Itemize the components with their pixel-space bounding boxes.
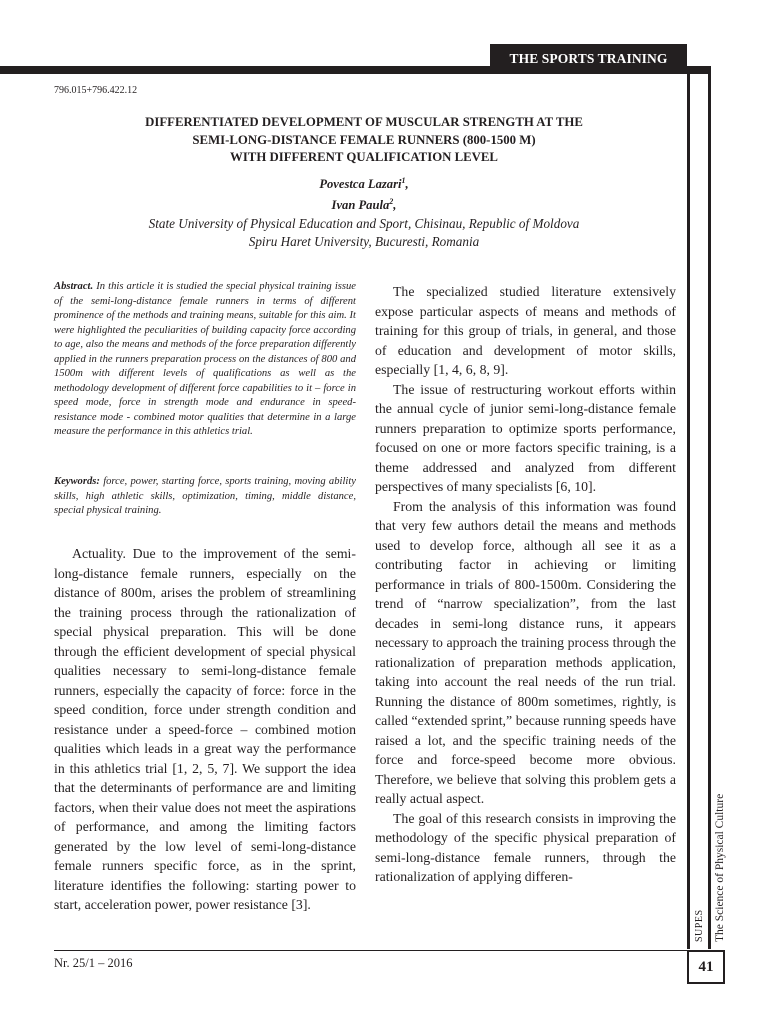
abstract-label: Abstract. <box>54 281 94 292</box>
abstract-text: In this article it is studied the special physical training issue of the semi-long-distance female runners in terms of different prominence of the methods and training means, suitable for this aim. It were highlighted the peculiarities of building capacity force according to age, also the means and methods of the force preparation differently applied in the runners preparation process on the distances of 800 and 1500m with different levels of qualifications as well as the methodology development of different force capabilities to it – force in speed mode, force in strength mode and endurance in speed- resistance mode - combined motor qualities that determine in a large measure the performance in this athletics trial. <box>54 281 357 437</box>
footer-rule <box>54 950 710 951</box>
page-number: 41 <box>687 950 725 984</box>
side-rule-outer <box>708 66 711 949</box>
author-list <box>60 172 668 214</box>
paragraph: Actuality. Due to the improvement of the semi-long-distance female runners, especially on the distance of 800m, arises the problem of streamlining the training process through the rationalization of special physical preparation. This will be done through the efficient development of special physical qualities necessary to semi-long-distance female runners, especially the capacity of force: force in the speed condition, force under strength condition and resistance under a speed-force – combined motion qualities which leads in a great way the performance in this athletics trial [1, 2, 5, 7]. We support the idea that the determinants of performance are and limiting factors, when their value does not meet the aspirations of performance, and among the limiting factors generated by the low level of semi-long-distance female runners specific force, as in the sprint, literature identifies the following: starting power to start, acceleration power, power resistance [3]. <box>54 546 356 912</box>
paragraph: From the analysis of this information was found that very few authors detail the means and methods used to develop force, although all see it as a contributing factor in achieving or limiting performance in trials of 800-1500m. Considering the trend of “narrow specialization”, from the last decades in semi-long distance runs, it appears necessary to approach the training process through the rationalization of preparation methods application, taking into account the real needs of the run trial. Running the distance of 800m sometimes, rightly, is called “extended sprint,” because running speeds have raised a lot, and the specific training needs of the force and force-speed become more obvious. Therefore, we believe that solving this problem gets a really actual aspect. <box>375 498 676 806</box>
side-rule <box>687 66 690 949</box>
title-line: SEMI-LONG-DISTANCE FEMALE RUNNERS (800-1500 M) <box>192 132 536 147</box>
article-title <box>60 114 668 167</box>
author: Ivan Paula$^2$, <box>331 197 397 213</box>
journal-abbrev-vertical: SUPES <box>694 909 705 942</box>
abstract <box>54 280 356 440</box>
affiliation: State University of Physical Education and Sport, Chisinau, Republic of Moldova <box>148 216 580 231</box>
title-line: WITH DIFFERENT QUALIFICATION LEVEL <box>230 150 498 164</box>
paragraph: The issue of restructuring workout efforts within the annual cycle of junior semi-long-distance female runners preparation to optimize sports performance, focused on one or more factors specific training, is a theme addressed and analyzed from different perspectives of many specialists [6, 10]. <box>375 381 676 494</box>
section-title: THE SPORTS TRAINING <box>490 44 687 72</box>
keywords <box>54 475 356 519</box>
title-line: DIFFERENTIATED DEVELOPMENT OF MUSCULAR STRENGTH AT THE <box>145 115 583 129</box>
author: Povestca Lazari$^1$, <box>319 176 409 192</box>
affiliation: Spiru Haret University, Bucuresti, Romania <box>248 234 480 249</box>
body-column-right <box>375 282 676 887</box>
issue-number: Nr. 25/1 – 2016 <box>54 956 133 970</box>
paragraph: The specialized studied literature extensively expose particular aspects of means and methods of training for this group of trials, in general, and those of education and development of motor skills, especially [1, 4, 6, 8, 9]. <box>375 284 676 377</box>
keywords-label: Keywords: <box>54 476 100 487</box>
udc-code: 796.015+796.422.12 <box>54 85 138 96</box>
keywords-text: force, power, starting force, sports training, moving ability skills, high athletic skills, optimization, timing, middle distance, special physical training. <box>54 476 356 516</box>
journal-name-vertical: The Science of Physical Culture <box>714 793 726 942</box>
body-column-left <box>54 544 356 915</box>
affiliations <box>60 215 668 251</box>
paragraph: The goal of this research consists in improving the methodology of the specific physical preparation of semi-long-distance female runners, through the rationalization of applying differen- <box>375 810 676 884</box>
